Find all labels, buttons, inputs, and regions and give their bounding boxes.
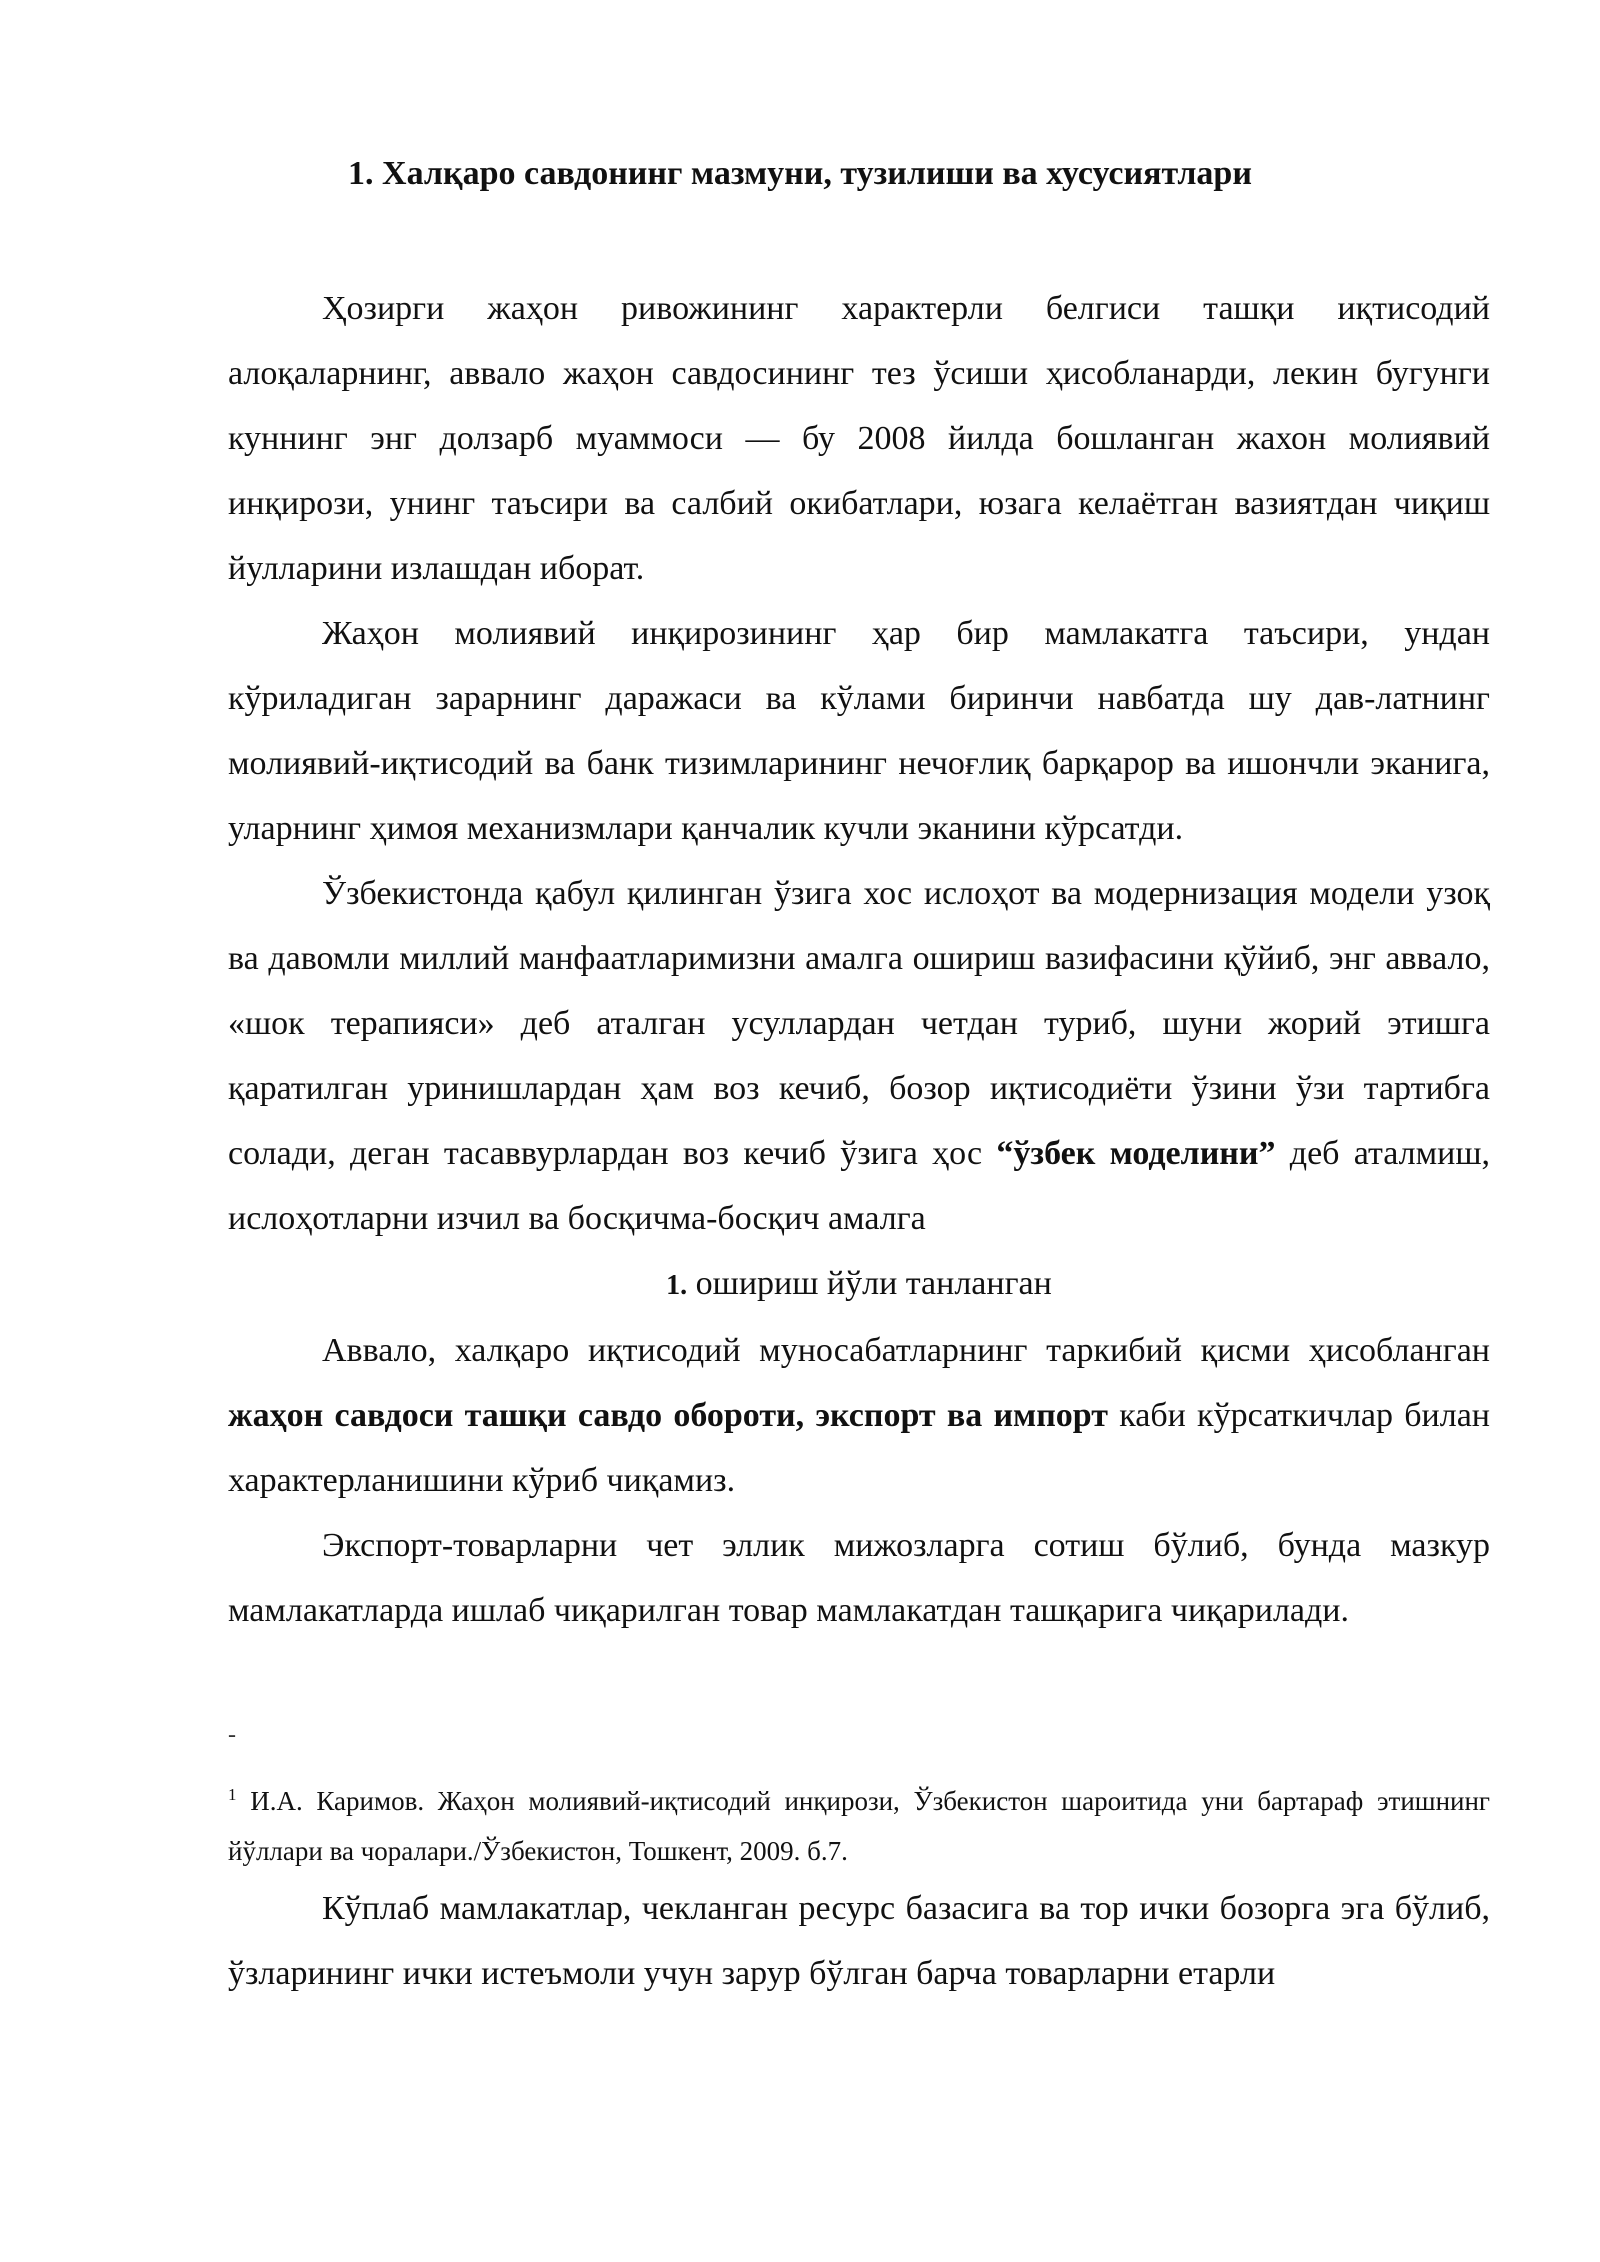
centered-line — [228, 1251, 1490, 1318]
paragraph-4-text-end: каби кўрсаткичлар билан характерланишини кўриб чиқамиз. — [228, 1397, 1490, 1499]
footnote-separator: - — [228, 1722, 236, 1748]
paragraph-4-bold-phrase: жаҳон савдоси ташқи савдо обороти, экспорт ва импорт — [228, 1397, 1108, 1434]
paragraph-3-text-start: Ўзбекистонда қабул қилинган ўзига хос ислоҳот ва модернизация модели узоқ ва давомли миллий манфаатларимизни амалга ошириш вазифасини қўйиб, энг аввало, «шок терапияси» деб аталган усуллардан четдан туриб, шуни жорий этишга қаратилган уринишлардан ҳам воз кечиб, бозор иқтисодиёти ўзини ўзи тартибга солади, деган тасаввурлардан воз кечиб ўзига ҳос — [228, 875, 1490, 1172]
paragraph-3-text-end: деб аталмиш, ислоҳотларни изчил ва босқичма-босқич амалга — [228, 1135, 1490, 1237]
main-text-block — [228, 276, 1490, 1643]
section-title: 1. Халқаро савдонинг мазмуни, тузилиши ва хусусиятлари — [348, 155, 1252, 192]
paragraph-2: Жаҳон молиявий инқирозининг ҳар бир мамлакатга таъсири, ундан кўриладиган зарарнинг даражаси ва кўлами биринчи навбатда шу дав-латнинг молиявий-иқтисодий ва банк тизимларининг нечоғлиқ барқарор ва ишончли эканига, уларнинг ҳимоя механизмлари қанчалик кучли эканини кўрсатди. — [228, 615, 1490, 847]
paragraph-4-text-start: Аввало, халқаро иқтисодий муносабатларнинг таркибий қисми ҳисобланган — [322, 1332, 1490, 1369]
continued-text-block — [228, 1876, 1490, 2006]
footnote — [228, 1776, 1490, 1876]
centered-line-text: ошириш йўли танланган — [687, 1265, 1052, 1302]
paragraph-4 — [228, 1318, 1490, 1513]
paragraph-6: Кўплаб мамлакатлар, чекланган ресурс базасига ва тор ички бозорга эга бўлиб, ўзларининг ички истеъмоли учун зарур бўлган барча товарларни етарли — [228, 1890, 1490, 1992]
footnote-marker: 1 — [228, 1785, 237, 1804]
paragraph-3-bold-phrase: “ўзбек моделини” — [996, 1135, 1276, 1172]
paragraph-3 — [228, 861, 1490, 1251]
paragraph-5: Экспорт-товарларни чет эллик мижозларга сотиш бўлиб, бунда мазкур мамлакатларда ишлаб чиқарилган товар мамлакатдан ташқарига чиқарилади. — [228, 1527, 1490, 1629]
paragraph-1: Ҳозирги жаҳон ривожининг характерли белгиси ташқи иқтисодий алоқаларнинг, аввало жаҳон савдосининг тез ўсиши ҳисобланарди, лекин бугунги куннинг энг долзарб муаммоси — бу 2008 йилда бошланган жахон молиявий инқирози, унинг таъсири ва салбий окибатлари, юзага келаётган вазиятдан чиқиш йулларини излашдан иборат. — [228, 290, 1490, 587]
footnote-text: И.А. Каримов. Жаҳон молиявий-иқтисодий инқирози, Ўзбекистон шароитида уни бартараф этишнинг йўллари ва чоралари./Ўзбекистон, Тошкент, 2009. б.7. — [228, 1786, 1490, 1866]
centered-line-number: 1. — [666, 1270, 688, 1301]
